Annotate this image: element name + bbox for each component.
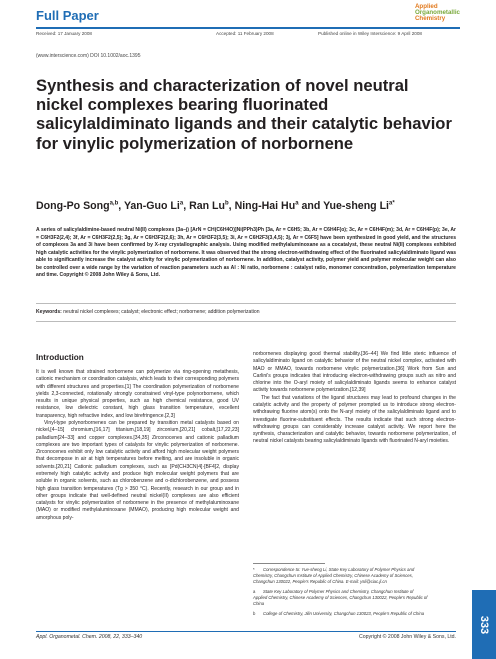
page-number-text: 333 [477,615,490,634]
journal-citation: Appl. Organometal. Chem. 2008, 22, 333–340 [36,634,143,640]
author-affiliation: a,b [109,200,119,207]
footnote-text: Correspondence to: Yue-sheng Li, State Key Laboratory of Polymer Physics and Chemistry, Changchun Institute of Applied Chemistry, Chinese Academy of Sciences, Changchun 130022, People's Republic of China. E-mail: ysli@ciac.jl.cn [253,567,415,584]
published-date: Published online in Wiley Interscience: 9 April 2008 [318,31,422,36]
author-separator: , [118,200,124,212]
footnotes [253,567,428,621]
page-number [472,590,496,659]
author-affiliation: a* [389,200,395,207]
author-separator: and [298,200,324,212]
logo-line-1: Applied [414,3,438,10]
footnote-affiliation-b [253,611,428,617]
journal-logo [415,4,460,23]
footnote-rule [253,563,325,564]
footnote-mark: b [253,610,256,616]
abstract: A series of salicylaldimine-based neutral Ni(II) complexes (3a–j) [ArN = CH(C6H4O)]Ni(PPh3)Ph [3a, Ar = C6H5; 3b, Ar = C6H4F(o); 3c, Ar = C6H4F(m); 3d, Ar = C6H4F(p); 3e, Ar = C6H3F2(2,4); 3f, Ar = C6H3F2(2,5); 3g, Ar = C6H3F2(2,6); 3h, Ar = C6H3F2(3,5); 3i, Ar = C6H2F3(3,4,5); 3j, Ar = C6F5] have been synthesized in good yield, and the structures of complexes 3a and 3i have been confirmed by X-ray crystallographic analysis. Using modified methylaluminoxane as a cocatalyst, these neutral Ni(II) complexes exhibited high catalytic activities for the vinylic polymerization of norbornene. It was observed that the strong electron-withdrawing effect of the fluorinated salicylaldiminato ligand was able to significantly increase the catalyst activity for vinylic polymerization of norbornene. In addition, catalyst activity, polymer yield and polymer molecular weight can also be controlled over a wide range by the variation of reaction parameters such as Al : Ni ratio, norbornene : catalyst ratio, monomer concentration, polymerization temperature and time. Copyright © 2008 John Wiley & Sons, Ltd. [36,227,456,279]
author-name[interactable]: Dong-Po Song [36,200,110,212]
body-paragraph: Vinyl-type polynorbornenes can be prepared by transition metal catalysts based on nickel,[4–15] chromium,[16,17] titanium,[18,19] zirconium,[20,21] cobalt,[17,22,23] palladium[24–33] and copper complexes.[34,35] Zirconocenes and cationic palladium complexes are two important types of catalysts for vinylic polymerization of norbornene. Zirconocenes exhibit only low catalytic activity and afford high molecular weight polymers that decompose in air at high temperatures before melting, and are insoluble in organic solvents.[20,21] Cationic palladium complexes, such as [Pd(CH3CN)4]·[BF4]2, display extremely high catalytic activity and produce high molecular weight polymers that are soluble in organic solvents, such as chlorobenzene and o-dichlorobenzene, and possess high glass transition temperatures (Tg > 350 °C). Recently, research in our group and in other groups indicate that well-defined neutral nickel(II) complexes are also efficient catalysts for vinylic polymerization of norbornene in the presence of methylaluminoxane (MAO) or modified methylaluminoxane (MMAO), producing high molecular weight and amorphous poly- [36,419,239,521]
accepted-date: Accepted: 11 February 2008 [216,31,274,36]
author-affiliation: a [179,200,184,207]
footnote-correspondence [253,567,428,585]
footnote-affiliation-a [253,589,428,607]
footnote-text: State Key Laboratory of Polymer Physics and Chemistry, Changchun Institute of Applied Chemistry, Chinese Academy of Sciences, Changchun 130022, People's Republic of China [253,588,428,606]
header-rule [36,27,460,29]
footnote-mark: a [253,588,256,594]
article-title: Synthesis and characterization of novel neutral nickel complexes bearing fluorinated salicylaldiminato ligands and their catalytic behavior for vinylic polymerization of norbornene [36,76,452,153]
footnote-mark: * [253,567,255,572]
copyright-notice: Copyright © 2008 John Wiley & Sons, Ltd. [359,634,456,640]
body-paragraph: The fact that variations of the ligand structures may lead to profound changes in the catalytic activity and the property of polymer prompted us to introduce strong electron-withdrawing fluorine atom(s) onto the N-aryl moiety of the salicylaldiminato ligand and to investigate fluorine-substituent effects. The results indicate that such strong electron-withdrawing groups can considerably increase catalyst activity. We report here the synthesis, characterization and catalytic behavior, towards norbornene polymerization, of neutral nickel catalysts bearing salicylaldiminato ligands with fluorinated N-aryl moieties. [253,394,456,445]
keywords-text: neutral nickel complexes; catalyst; electronic effect; norbornene; addition polymerization [63,309,260,315]
author-affiliation: a [295,200,299,207]
keywords-bottom-rule [36,321,456,322]
author-name[interactable]: Ning-Hai Hu [234,200,296,212]
footnote-text: College of Chemistry, Jilin University, Changchun 130023, People's Republic of China [263,610,425,616]
keywords-label: Keywords: [36,309,62,315]
author-name[interactable]: Yan-Guo Li [123,200,180,212]
keywords-top-rule [36,303,456,304]
logo-line-2: Organometallic [414,9,460,17]
section-heading-introduction: Introduction [36,353,84,362]
author-name[interactable]: Ran Lu [189,200,225,212]
author-separator: , [228,200,235,212]
body-paragraph: norbornenes displaying good thermal stability.[36–44] We find little steric influence of salicylaldiminato ligand on catalytic behavior of the neutral nickel complex, activated with MAO or MMAO, towards norbornene vinylic polymerization.[36] Work from Sun and Carlini's groups indicates that introducing electron-withdrawing groups such as nitro and chlorine into the O-aryl moiety of salicylaldiminato ligands seems to enhance catalyst activity towards norbornene polymerization.[12,39] [253,351,456,394]
author-list [36,200,395,212]
footer-rule [36,631,456,632]
author-name[interactable]: Yue-sheng Li [323,200,389,212]
paper-type-label: Full Paper [36,8,99,23]
doi-link[interactable]: (www.interscience.com) DOI 10.1002/aoc.1395 [36,53,141,59]
keywords [36,309,456,316]
logo-line-3: Chemistry [414,15,446,23]
author-affiliation: b [225,200,229,207]
received-date: Received: 17 January 2008 [36,31,92,36]
body-column-right [253,351,456,446]
body-column-left [36,369,239,522]
author-separator: , [183,200,190,212]
body-paragraph: It is well known that strained norbornene can polymerize via ring-opening metathesis, cationic mechanism or coordination catalysis, which leads to their corresponding polymers with different structures and properties.[1] The coordination polymerization of norbornene yields 2,3-connected, rotationally strongly constrained vinyl-type polynorbornene, which results in unique physical properties, such as high chemical resistance, good UV resistance, low dielectric constant, high glass transition temperature, excellent transparency, high refractive index, and low birefringence.[2,3] [36,369,239,419]
